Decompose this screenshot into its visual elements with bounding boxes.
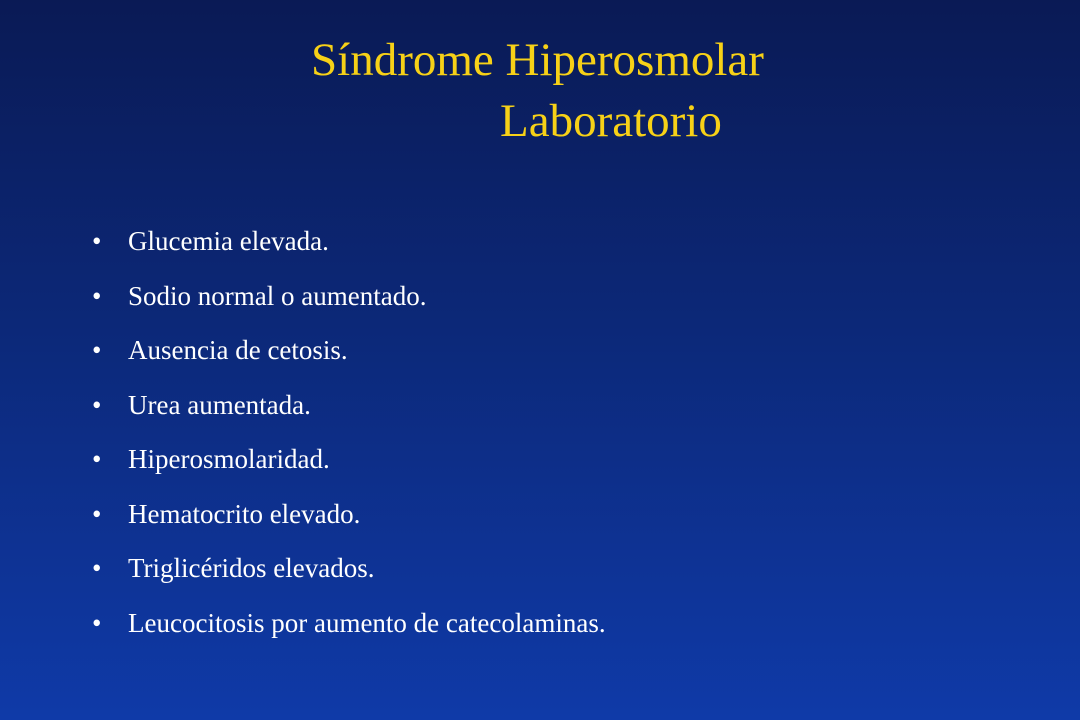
bullet-text: Sodio normal o aumentado. bbox=[128, 280, 427, 311]
bullet-dot-icon: • bbox=[92, 335, 102, 365]
bullet-item bbox=[92, 378, 606, 433]
bullet-text: Hiperosmolaridad. bbox=[128, 444, 330, 474]
bullet-text: Ausencia de cetosis. bbox=[128, 335, 348, 365]
bullet-text: Leucocitosis por aumento de catecolaminas. bbox=[128, 607, 606, 638]
title-line-1: Síndrome Hiperosmolar bbox=[311, 34, 764, 86]
bullet-item bbox=[92, 269, 606, 324]
bullet-item bbox=[92, 596, 606, 651]
bullet-text: Glucemia elevada. bbox=[128, 226, 329, 256]
bullet-dot-icon: • bbox=[92, 389, 102, 420]
bullet-item bbox=[92, 541, 606, 596]
bullet-text: Hematocrito elevado. bbox=[128, 498, 361, 529]
bullet-item bbox=[92, 214, 606, 269]
title-line-2: Laboratorio bbox=[500, 95, 722, 147]
bullet-item bbox=[92, 432, 606, 487]
bullet-dot-icon: • bbox=[92, 607, 102, 638]
bullet-dot-icon: • bbox=[92, 553, 102, 583]
bullet-item bbox=[92, 323, 606, 378]
bullet-text: Urea aumentada. bbox=[128, 389, 311, 420]
bullet-list bbox=[92, 214, 606, 650]
slide-title bbox=[0, 30, 1080, 152]
bullet-dot-icon: • bbox=[92, 498, 102, 529]
bullet-text: Triglicéridos elevados. bbox=[128, 553, 375, 583]
bullet-dot-icon: • bbox=[92, 280, 102, 311]
bullet-item bbox=[92, 487, 606, 542]
bullet-dot-icon: • bbox=[92, 226, 102, 256]
bullet-dot-icon: • bbox=[92, 444, 102, 474]
